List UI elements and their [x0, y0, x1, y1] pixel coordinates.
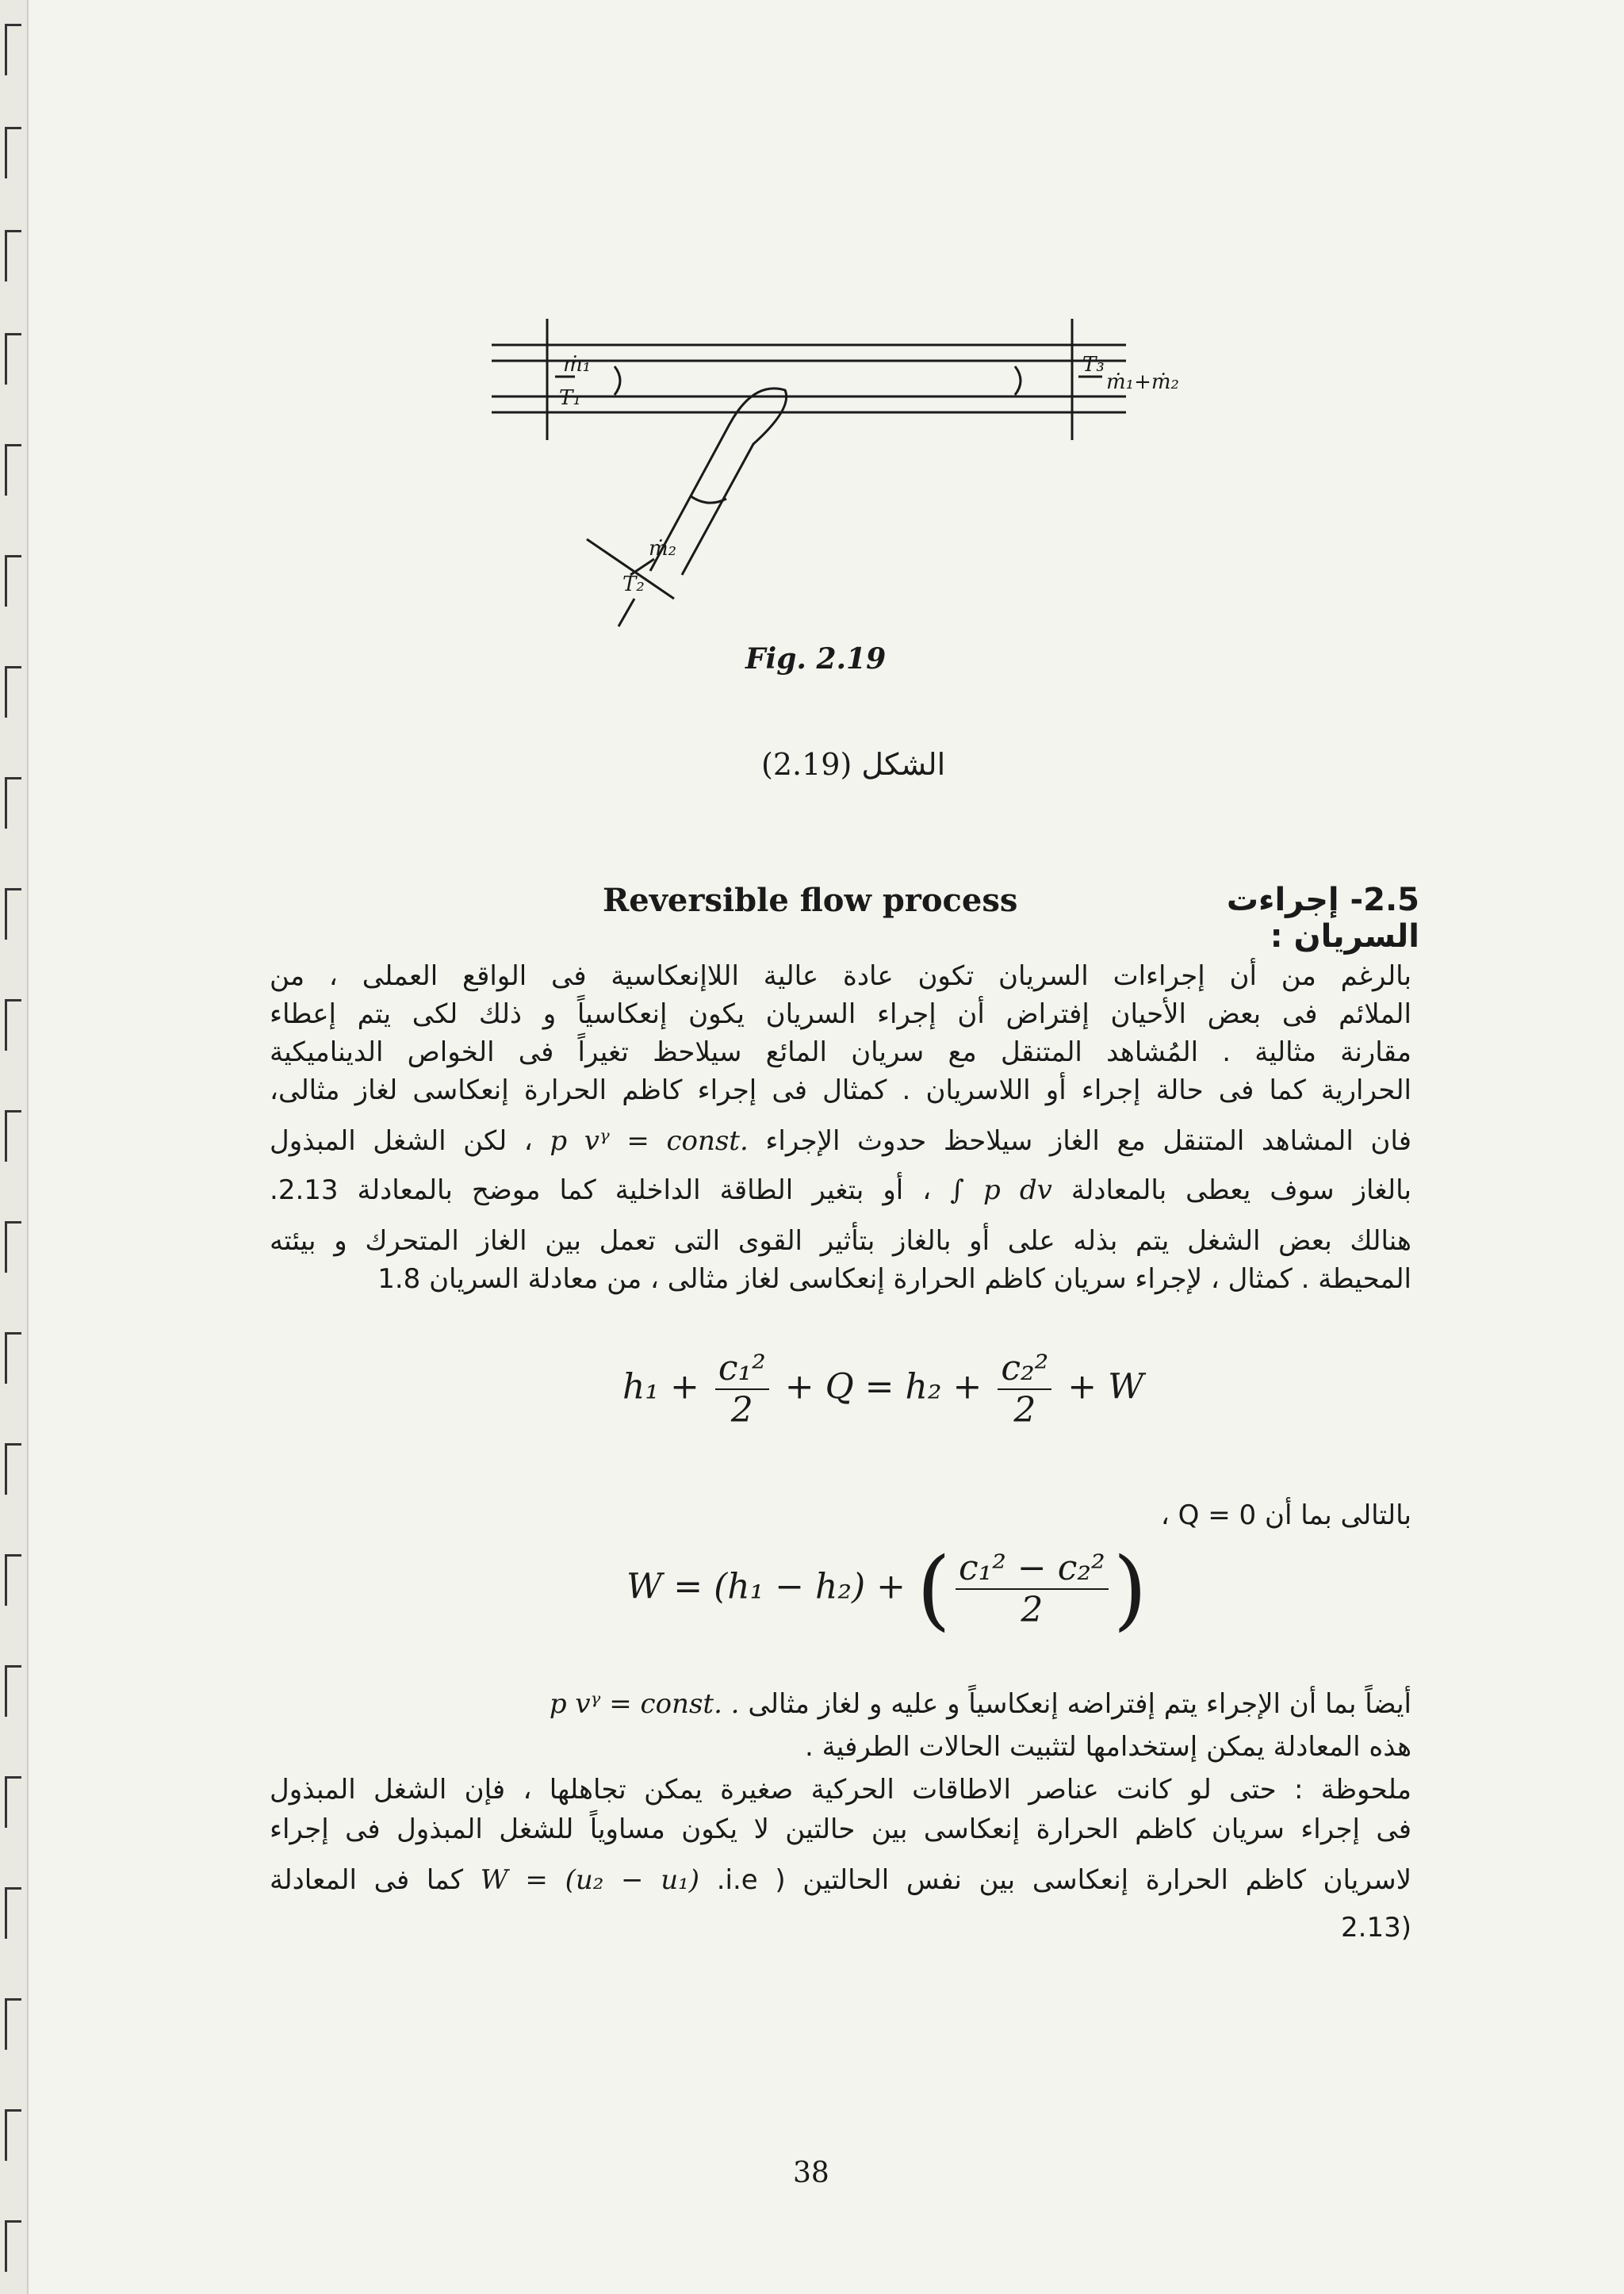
equation-energy-balance: h₁ + $\frac{\text{c₁²}}{2}$ + Q = h₂ + $\frac{\text{c₂²}}{2}$ + W: [622, 1348, 1144, 1430]
label-m1: ṁ₁: [563, 353, 592, 377]
formula-integral: ∫ p dv: [950, 1174, 1052, 1206]
paragraph-line: هنالك بعض الشغل يتم بذله على أو بالغاز بتأثير القوى التى تعمل بين الغاز المتحرك و بيئته: [270, 1225, 1411, 1257]
binding-ring: [5, 230, 21, 281]
line-text: أيضاً بما أن الإجراء يتم إفتراضه إنعكاسياً و عليه و لغاز مثالى: [748, 1688, 1411, 1720]
binding-ring: [5, 1332, 21, 1384]
binding-ring: [5, 777, 21, 829]
binding-ring: [5, 999, 21, 1051]
binding-ring: [5, 24, 21, 75]
paragraph-line: هذه المعادلة يمكن إستخدامها لتثبيت الحالات الطرفية .: [805, 1731, 1411, 1763]
section-title-arabic: 2.5- إجراءت السريان :: [1226, 882, 1419, 955]
line-text: ، أو بتغير الطاقة الداخلية كما موضح بالمعادلة 2.13.: [270, 1174, 932, 1206]
paragraph-line-with-formula: [270, 1174, 1411, 1207]
paragraph-line-with-formula: [270, 1687, 1411, 1721]
formula-work-internal-energy: W = (u₂ − u₁): [480, 1864, 700, 1896]
line-text: فان المشاهد المتنقل مع الغاز سيلاحظ حدوث الإجراء: [765, 1125, 1411, 1157]
binding-ring: [5, 555, 21, 607]
label-T2: T₂: [622, 573, 645, 596]
binding-ring: [5, 1887, 21, 1939]
paragraph-line: الملائم فى بعض الأحيان إفتراض أن إجراء السريان يكون إنعكاسياً و ذلك لكى يتم إعطاء: [270, 998, 1411, 1030]
line-text: لاسريان كاظم الحرارة إنعكاسى بين نفس الحالتين ( i.e.: [716, 1864, 1411, 1896]
section-title-english: Reversible flow process: [603, 882, 1018, 919]
binding-ring: [5, 1665, 21, 1717]
note-line: ملحوظة : حتى لو كانت عناصر الاطاقات الحركية صغيرة يمكن تجاهلها ، فإن الشغل المبذول: [270, 1774, 1411, 1806]
binding-ring: [5, 2220, 21, 2272]
binding-ring: [5, 2109, 21, 2161]
label-T1: T₁: [559, 386, 581, 410]
paragraph-line: بالرغم من أن إجراءات السريان تكون عادة عالية اللاإنعكاسية فى الواقع العملى ، من: [270, 960, 1411, 992]
binding-ring: [5, 1776, 21, 1828]
paragraph-line: الحرارية كما فى حالة إجراء أو اللاسريان . كمثال فى إجراء كاظم الحرارة إنعكاسى لغاز مثالى،: [270, 1074, 1411, 1106]
formula-pv-gamma: p vᵞ = const.: [550, 1125, 749, 1157]
binding-ring: [5, 1998, 21, 2050]
equation-work: W = (h₁ − h₂) + ( $\frac{\text{c₁² − c₂²}}{2}$ ): [626, 1538, 1147, 1640]
line-text: كما فى المعادلة: [270, 1864, 464, 1896]
label-m-out: ṁ₁+ṁ₂: [1106, 370, 1179, 394]
note-line: (2.13: [1341, 1912, 1411, 1944]
paragraph-line: مقارنة مثالية . المُشاهد المتنقل مع سريان المائع سيلاحظ تغيراً فى الخواص الديناميكية: [270, 1036, 1411, 1068]
binding-ring: [5, 333, 21, 385]
note-line: فى إجراء سريان كاظم الحرارة إنعكاسى بين حالتين لا يكون مساوياً للشغل المبذول فى إجراء: [270, 1813, 1411, 1845]
paragraph-line: المحيطة . كمثال ، لإجراء سريان كاظم الحرارة إنعكاسى لغاز مثالى ، من معادلة السريان 1.8: [377, 1263, 1411, 1295]
figure-caption-arabic: الشكل (2.19): [761, 747, 946, 782]
page-number: 38: [793, 2157, 829, 2189]
binding-ring: [5, 1221, 21, 1273]
note-line-with-formula: [270, 1863, 1411, 1897]
binding-ring: [5, 888, 21, 940]
binding-ring: [5, 1110, 21, 1162]
figure-caption: Fig. 2.19: [745, 642, 887, 676]
binding-ring: [5, 1443, 21, 1495]
binding-ring: [5, 1554, 21, 1606]
label-m2: ṁ₂: [649, 537, 677, 561]
formula-pv-gamma: p vᵞ = const. .: [549, 1688, 740, 1720]
line-text: بالغاز سوف يعطى بالمعادلة: [1071, 1174, 1411, 1206]
binding-ring: [5, 127, 21, 178]
line-text: ، لكن الشغل المبذول: [270, 1125, 533, 1157]
flow-mixing-figure: [444, 301, 1253, 642]
paragraph-line: بالتالى بما أن Q = 0 ،: [1160, 1499, 1411, 1531]
binding-ring: [5, 444, 21, 496]
paragraph-line-with-formula: [270, 1124, 1411, 1158]
label-T3: T₃: [1082, 353, 1105, 377]
binding-ring: [5, 666, 21, 718]
